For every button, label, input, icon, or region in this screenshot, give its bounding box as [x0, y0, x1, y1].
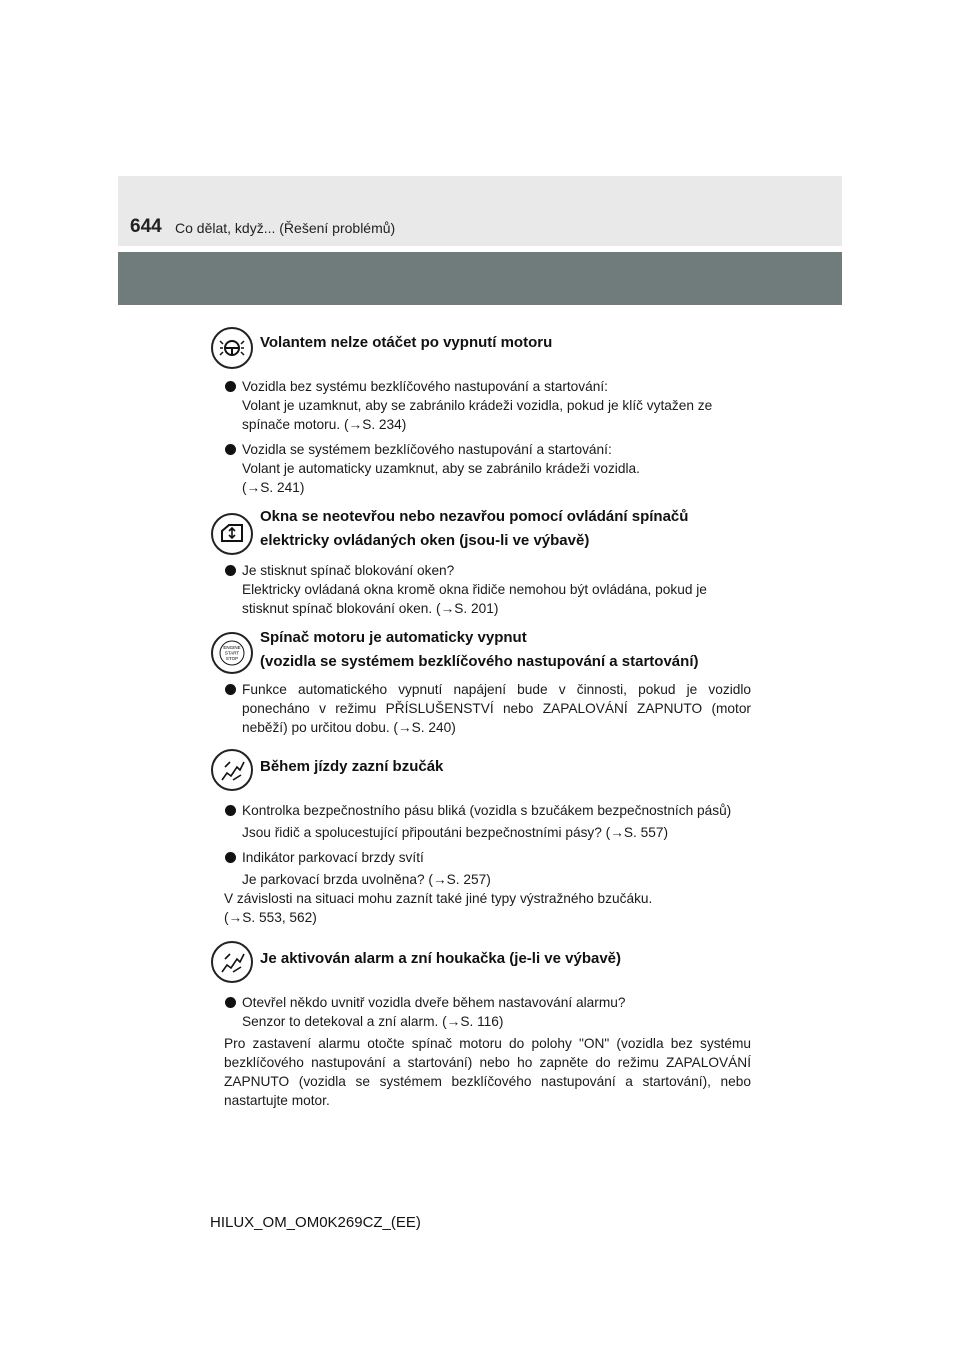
- power-window-icon: [211, 513, 253, 555]
- svg-text:START: START: [224, 650, 240, 656]
- steering-lock-icon: [211, 327, 253, 369]
- bullet-dot: [225, 381, 236, 392]
- page-content: [211, 325, 751, 1110]
- paragraph: V závislosti na situaci mohu zaznít také jiné typy výstražného bzučáku. (→S. 553, 562): [224, 891, 653, 925]
- svg-text:ENGINE: ENGINE: [223, 645, 241, 650]
- page-number: 644: [130, 216, 162, 237]
- alarm-horn-icon: [211, 941, 253, 983]
- section-title: Během jízdy zazní bzučák: [260, 758, 444, 775]
- bullet-dot: [225, 565, 236, 576]
- section-title: Volantem nelze otáčet po vypnutí motoru: [260, 334, 553, 351]
- bullet-dot: [225, 444, 236, 455]
- section-title: Spínač motoru je automaticky vypnut (vozidla se systémem bezklíčového nastupování a startování): [260, 629, 699, 670]
- list-item: Funkce automatického vypnutí napájení bude v činnosti, pokud je vozidlo ponecháno v režimu PŘÍSLUŠENSTVÍ nebo ZAPALOVÁNÍ ZAPNUTO (motor neběží) po určitou dobu. (→S. 240): [225, 680, 751, 737]
- bullet-dot: [225, 852, 236, 863]
- chapter-title: Co dělat, když... (Řešení problémů): [175, 220, 396, 236]
- section-windows: [211, 505, 751, 618]
- engine-start-stop-icon: [211, 632, 253, 674]
- svg-text:STOP: STOP: [225, 656, 239, 661]
- list-item: Indikátor parkovací brzdy svítí Je parkovací brzda uvolněna? (→S. 257): [225, 848, 751, 889]
- list-item: Vozidla se systémem bezklíčového nastupování a startování: Volant je automaticky uzamknut, aby se zabránilo krádeži vozidla. (→S. 241): [225, 440, 751, 497]
- section-title: Okna se neotevřou nebo nezavřou pomocí ovládání spínačů elektricky ovládaných oken (jsou-li ve výbavě): [260, 508, 689, 549]
- section-title: Je aktivován alarm a zní houkačka (je-li ve výbavě): [260, 950, 622, 967]
- section-engine-switch: [211, 626, 751, 737]
- list-item: Je stisknut spínač blokování oken? Elektricky ovládaná okna kromě okna řidiče nemohou být ovládána, pokud je stisknut spínač blokování oken. (→S. 201): [225, 561, 751, 618]
- bullet-dot: [225, 805, 236, 816]
- buzzer-icon: [211, 749, 253, 791]
- list-item: Vozidla bez systému bezklíčového nastupování a startování: Volant je uzamknut, aby se zabránilo krádeži vozidla, pokud je klíč vytažen ze spínače motoru. (→S. 234): [225, 377, 751, 434]
- section-buzzer: [211, 747, 751, 927]
- section-alarm: [211, 939, 751, 1110]
- document-code: HILUX_OM_OM0K269CZ_(EE): [210, 1214, 421, 1231]
- list-item: Otevřel někdo uvnitř vozidla dveře během nastavování alarmu? Senzor to detekoval a zní alarm. (→S. 116): [225, 993, 751, 1031]
- paragraph: Pro zastavení alarmu otočte spínač motoru do polohy "ON" (vozidla bez systému bezklíčového nastupování a startování) nebo ho zapněte do režimu ZAPALOVÁNÍ ZAPNUTO (vozidla se systémem bezklíčového nastupování a startování), nebo nastartujte motor.: [224, 1036, 751, 1108]
- section-steering: [211, 325, 751, 497]
- section-header-bar: [118, 252, 842, 305]
- bullet-dot: [225, 997, 236, 1008]
- list-item: Kontrolka bezpečnostního pásu bliká (vozidla s bzučákem bezpečnostních pásů) Jsou řidič a spolucestující připoutáni bezpečnostními pásy? (→S. 557): [225, 801, 751, 842]
- bullet-dot: [225, 684, 236, 695]
